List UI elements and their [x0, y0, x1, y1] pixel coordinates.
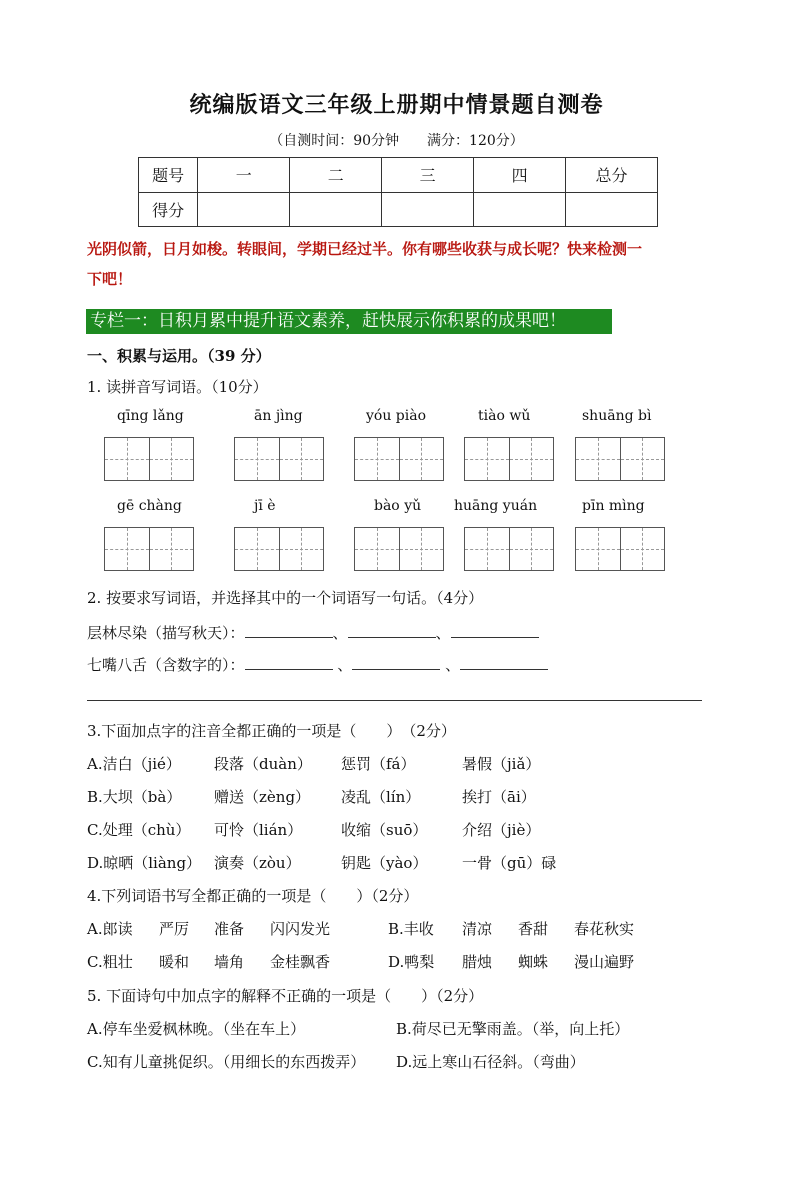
option-text: 腊烛: [462, 953, 493, 971]
score-table-header-row: [139, 158, 658, 193]
pinyin-label: yóu piào: [366, 408, 427, 424]
writing-grid[interactable]: [464, 437, 554, 481]
option-text: 暖和: [159, 953, 190, 971]
writing-grid[interactable]: [575, 437, 665, 481]
header-cell: 总分: [566, 158, 658, 193]
score-cell[interactable]: [382, 192, 474, 227]
option-text: 墙角: [214, 953, 245, 971]
writing-grid[interactable]: [354, 527, 444, 571]
pinyin-label: huāng yuán: [454, 498, 538, 514]
separator: 、: [445, 656, 461, 674]
prompt-label: 七嘴八舌（含数字的）：: [87, 656, 245, 674]
answer-blank[interactable]: [245, 655, 333, 670]
score-table-score-row: [139, 192, 658, 227]
option-text: 赠送（zèng）: [214, 788, 311, 806]
writing-grid[interactable]: [464, 527, 554, 571]
option-text: A.洁白（jié）: [87, 755, 181, 773]
score-cell[interactable]: [566, 192, 658, 227]
question-3-title: 3.下面加点字的注音全都正确的一项是（ ） （2分）: [87, 722, 456, 740]
option-text: C.粗壮: [87, 953, 133, 971]
option-text: 春花秋实: [574, 920, 635, 938]
row-label: 得分: [139, 192, 198, 227]
answer-blank[interactable]: [460, 655, 548, 670]
option-text: D.远上寒山石径斜。（弯曲）: [396, 1053, 585, 1071]
header-cell: 四: [474, 158, 566, 193]
pinyin-label: tiào wǔ: [478, 408, 531, 424]
option-text: 漫山遍野: [574, 953, 635, 971]
writing-grid[interactable]: [234, 437, 324, 481]
answer-blank[interactable]: [348, 623, 436, 638]
pinyin-label: ān jìng: [254, 408, 303, 424]
option-text: C.处理（chù）: [87, 821, 191, 839]
header-cell: 二: [290, 158, 382, 193]
writing-grid[interactable]: [354, 437, 444, 481]
page-title: 统编版语文三年级上册期中情景题自测卷: [189, 92, 604, 118]
question-1-title: 1. 读拼音写词语。（10分）: [87, 378, 268, 396]
writing-grid[interactable]: [234, 527, 324, 571]
score-cell[interactable]: [290, 192, 382, 227]
pinyin-label: bào yǔ: [374, 498, 422, 514]
question-4-title: 4.下列词语书写全都正确的一项是（ ）（2分）: [87, 887, 419, 905]
header-cell: 三: [382, 158, 474, 193]
score-cell[interactable]: [198, 192, 290, 227]
option-text: B.大坝（bà）: [87, 788, 182, 806]
score-table: [138, 157, 658, 227]
option-text: 可怜（lián）: [214, 821, 303, 839]
question-5-title: 5. 下面诗句中加点字的解释不正确的一项是（ ）（2分）: [87, 987, 484, 1005]
intro-line-2: 下吧！: [87, 270, 133, 288]
exam-info: （自测时间：90分钟 满分：120分）: [269, 133, 524, 149]
prompt-label: 层林尽染（描写秋天）：: [87, 624, 245, 642]
option-text: D.鸭梨: [388, 953, 435, 971]
option-text: A.郎读: [87, 920, 133, 938]
answer-blank[interactable]: [352, 655, 440, 670]
option-text: 严厉: [159, 920, 190, 938]
separator: 、: [435, 624, 451, 642]
option-text: 惩罚（fá）: [341, 755, 416, 773]
option-text: 清凉: [462, 920, 493, 938]
answer-blank[interactable]: [451, 623, 539, 638]
option-text: A.停车坐爱枫林晚。（坐在车上）: [87, 1020, 306, 1038]
question-2-line-2: [87, 654, 548, 675]
option-text: 收缩（suō）: [341, 821, 428, 839]
header-cell: 题号: [139, 158, 198, 193]
section-heading: 一、积累与运用。（39 分）: [87, 347, 271, 365]
writing-grid[interactable]: [104, 527, 194, 571]
pinyin-label: qīng lǎng: [117, 408, 184, 424]
option-text: 闪闪发光: [270, 920, 331, 938]
option-text: B.荷尽已无擎雨盖。（举，向上托）: [396, 1020, 630, 1038]
option-text: 挨打（āi）: [462, 788, 536, 806]
header-cell: 一: [198, 158, 290, 193]
pinyin-label: gē chàng: [117, 498, 182, 514]
option-text: 一骨（gū）碌: [462, 854, 557, 872]
section-banner: 专栏一：日积月累中提升语文素养，赶快展示你积累的成果吧！: [86, 309, 612, 334]
option-text: D.晾晒（liàng）: [87, 854, 202, 872]
intro-line-1: 光阴似箭，日月如梭。转眼间，学期已经过半。你有哪些收获与成长呢？快来检测一: [87, 240, 643, 258]
option-text: C.知有儿童挑促织。（用细长的东西拨弄）: [87, 1053, 366, 1071]
option-text: 钥匙（yào）: [341, 854, 428, 872]
answer-blank[interactable]: [245, 623, 333, 638]
option-text: B.丰收: [388, 920, 434, 938]
pinyin-label: pīn mìng: [582, 498, 645, 514]
separator: 、: [337, 656, 353, 674]
option-text: 蜘蛛: [518, 953, 549, 971]
option-text: 金桂飘香: [270, 953, 331, 971]
option-text: 香甜: [518, 920, 549, 938]
option-text: 介绍（jiè）: [462, 821, 541, 839]
option-text: 段落（duàn）: [214, 755, 312, 773]
question-2-line-1: [87, 622, 539, 643]
writing-grid[interactable]: [575, 527, 665, 571]
option-text: 凌乱（lín）: [341, 788, 421, 806]
score-cell[interactable]: [474, 192, 566, 227]
separator: 、: [332, 624, 348, 642]
question-2-title: 2. 按要求写词语，并选择其中的一个词语写一句话。（4分）: [87, 589, 484, 607]
pinyin-label: shuāng bì: [582, 408, 652, 424]
option-text: 准备: [214, 920, 245, 938]
option-text: 暑假（jiǎ）: [462, 755, 541, 773]
writing-grid[interactable]: [104, 437, 194, 481]
option-text: 演奏（zòu）: [214, 854, 301, 872]
sentence-answer-line[interactable]: [87, 700, 702, 701]
pinyin-label: jī è: [254, 498, 276, 514]
